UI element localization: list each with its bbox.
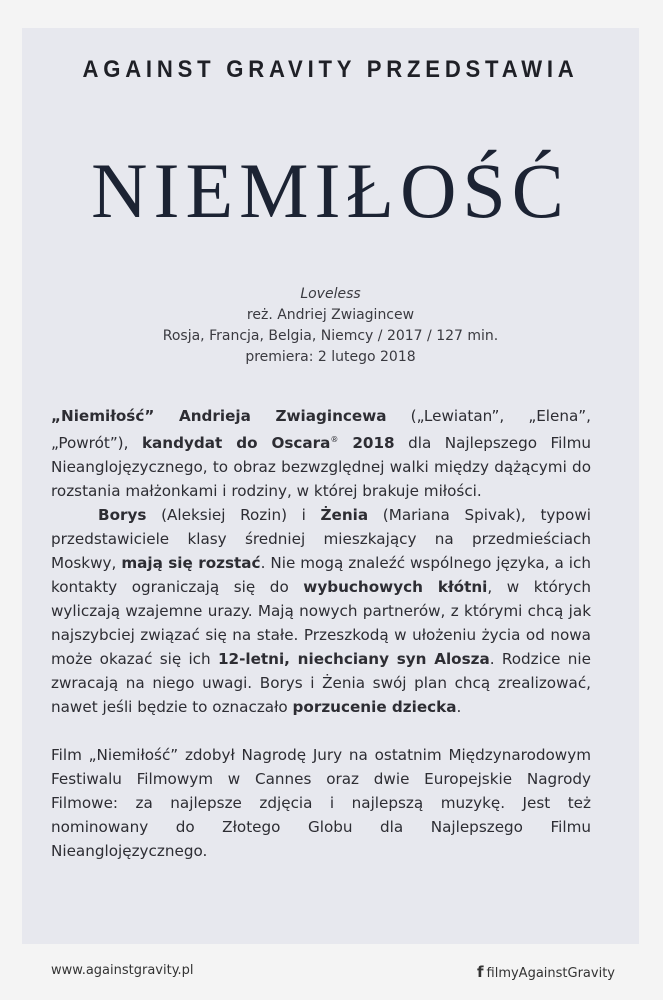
film-title: NIEMIŁOŚĆ	[91, 147, 570, 234]
bold-text: mają się rozstać	[121, 554, 261, 573]
premiere-line: premiera: 2 lutego 2018	[245, 349, 416, 365]
footer	[0, 963, 663, 983]
bold-text: porzucenie dziecka	[292, 698, 457, 717]
registered-mark: ®	[330, 435, 339, 444]
bold-text: 12-letni, niechciany syn Alosza	[217, 650, 490, 669]
film-credits	[22, 284, 639, 368]
paragraph-plot: Borys (Aleksiej Rozin) i Żenia (Mariana Spivak), typowi przedstawiciele klasy średniej mieszkający na przedmieściach Moskwy, mają się rozstać. Nie mogą znaleźć wspólnego języka, a ich kontakty ograniczają się do wybuchowych kłótni, w których wyliczają wzajemne urazy. Mają nowych partnerów, z którymi chcą jak najszybciej związać się na stałe. Przeszkodą w ułożeniu życia od nowa może okazać się ich 12-letni, niechciany syn Alosza. Rodzice nie zwracają na niego uwagi. Borys i Żenia swój plan chcą zrealizować, nawet jeśli będzie to oznaczało porzucenie dziecka.	[51, 506, 591, 717]
original-title: Loveless	[300, 286, 361, 302]
bold-text: Żenia	[320, 506, 369, 525]
facebook-link[interactable]: f filmyAgainstGravity	[476, 963, 615, 981]
bold-text: wybuchowych kłótni	[303, 578, 488, 597]
website-link[interactable]: www.againstgravity.pl	[51, 963, 194, 978]
description	[51, 404, 591, 863]
bold-text: „Niemiłość” Andrieja Zwiagincewa	[51, 407, 387, 425]
paragraph-intro: „Niemiłość” Andrieja Zwiagincewa („Lewiatan”, „Elena”, „Powrót”), kandydat do Oscara® 2018 dla Najlepszego Filmu Nieanglojęzycznego, to obraz bezwzględnej walki między dążącymi do rozstania małżonkami i rodziny, w której brakuje miłości.	[51, 407, 591, 501]
paragraph-awards: Film „Niemiłość” zdobył Nagrodę Jury na ostatnim Międzynarodowym Festiwalu Filmowym w Cannes oraz dwie Europejskie Nagrody Filmowe: za najlepsze zdjęcia i najlepszą muzykę. Jest też nominowany do Złotego Globu dla Najlepszego Filmu Nieanglojęzycznego.	[51, 746, 591, 861]
bold-text: Borys	[98, 506, 147, 525]
facebook-icon: f	[476, 963, 484, 981]
director-line: reż. Andriej Zwiagincew	[246, 307, 415, 323]
bold-text: kandydat do Oscara® 2018	[141, 434, 395, 453]
production-line: Rosja, Francja, Belgia, Niemcy / 2017 / 127 min.	[162, 328, 499, 344]
presenter-line: AGAINST GRAVITY PRZEDSTAWIA	[82, 56, 579, 83]
